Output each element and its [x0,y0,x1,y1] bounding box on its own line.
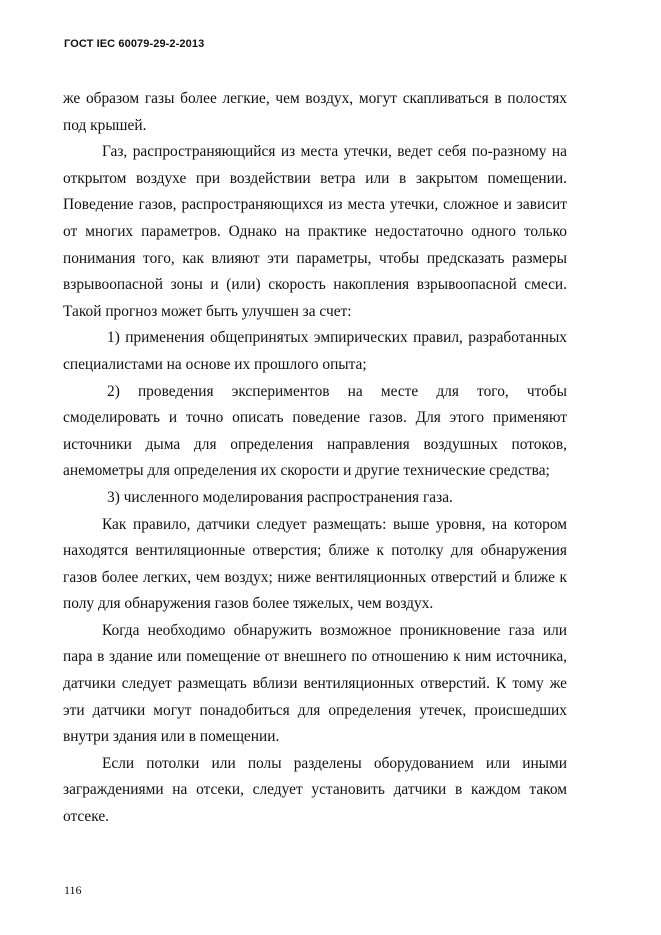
list-item-empirical-rules: 1) применения общепринятых эмпирических правил, разработанных специалистами на основе их прошлого опыта; [63,329,567,373]
paragraph-continuation: же образом газы более легкие, чем воздух, могут скапливаться в полостях под крышей. [63,90,567,134]
paragraph-sensor-placement: Как правило, датчики следует размещать: выше уровня, на котором находятся вентиляционные отверстия; ближе к потолку для обнаружения газов более легких, чем воздух; ниже вентиляционных отверстий и ближе к полу для обнаружения газов более тяжелых, чем воздух. [63,515,567,613]
list-item-experiments: 2) проведения экспериментов на месте для того, чтобы смоделировать и точно описать поведение газов. Для этого применяют источники дыма для определения направления воздушных потоков, анемометры для определения их скорости и другие технические средства; [63,382,567,480]
paragraph-external-source: Когда необходимо обнаружить возможное проникновение газа или пара в здание или помещение от внешнего по отношению к ним источника, датчики следует размещать вблизи вентиляционных отверстий. К тому же эти датчики могут понадобиться для определения утечек, происшедших внутри здания или в помещении. [63,621,567,746]
paragraph-compartments: Если потолки или полы разделены оборудованием или иными заграждениями на отсеки, следует установить датчики в каждом таком отсеке. [63,754,567,826]
document-header: ГОСТ IEC 60079-29-2-2013 [64,38,205,50]
page-number: 116 [64,883,82,897]
list-item-numerical-modeling: 3) численного моделирования распространения газа. [107,488,453,506]
body-text [63,86,567,831]
paragraph-gas-behavior: Газ, распространяющийся из места утечки, ведет себя по-разному на открытом воздухе при воздействии ветра или в закрытом помещении. Поведение газов, распространяющихся из места утечки, сложное и зависит от многих параметров. Однако на практике недостаточно одного только понимания того, как влияют эти параметры, чтобы предсказать размеры взрывоопасной зоны и (или) скорость накопления взрывоопасной смеси. Такой прогноз может быть улучшен за счет: [63,143,567,320]
